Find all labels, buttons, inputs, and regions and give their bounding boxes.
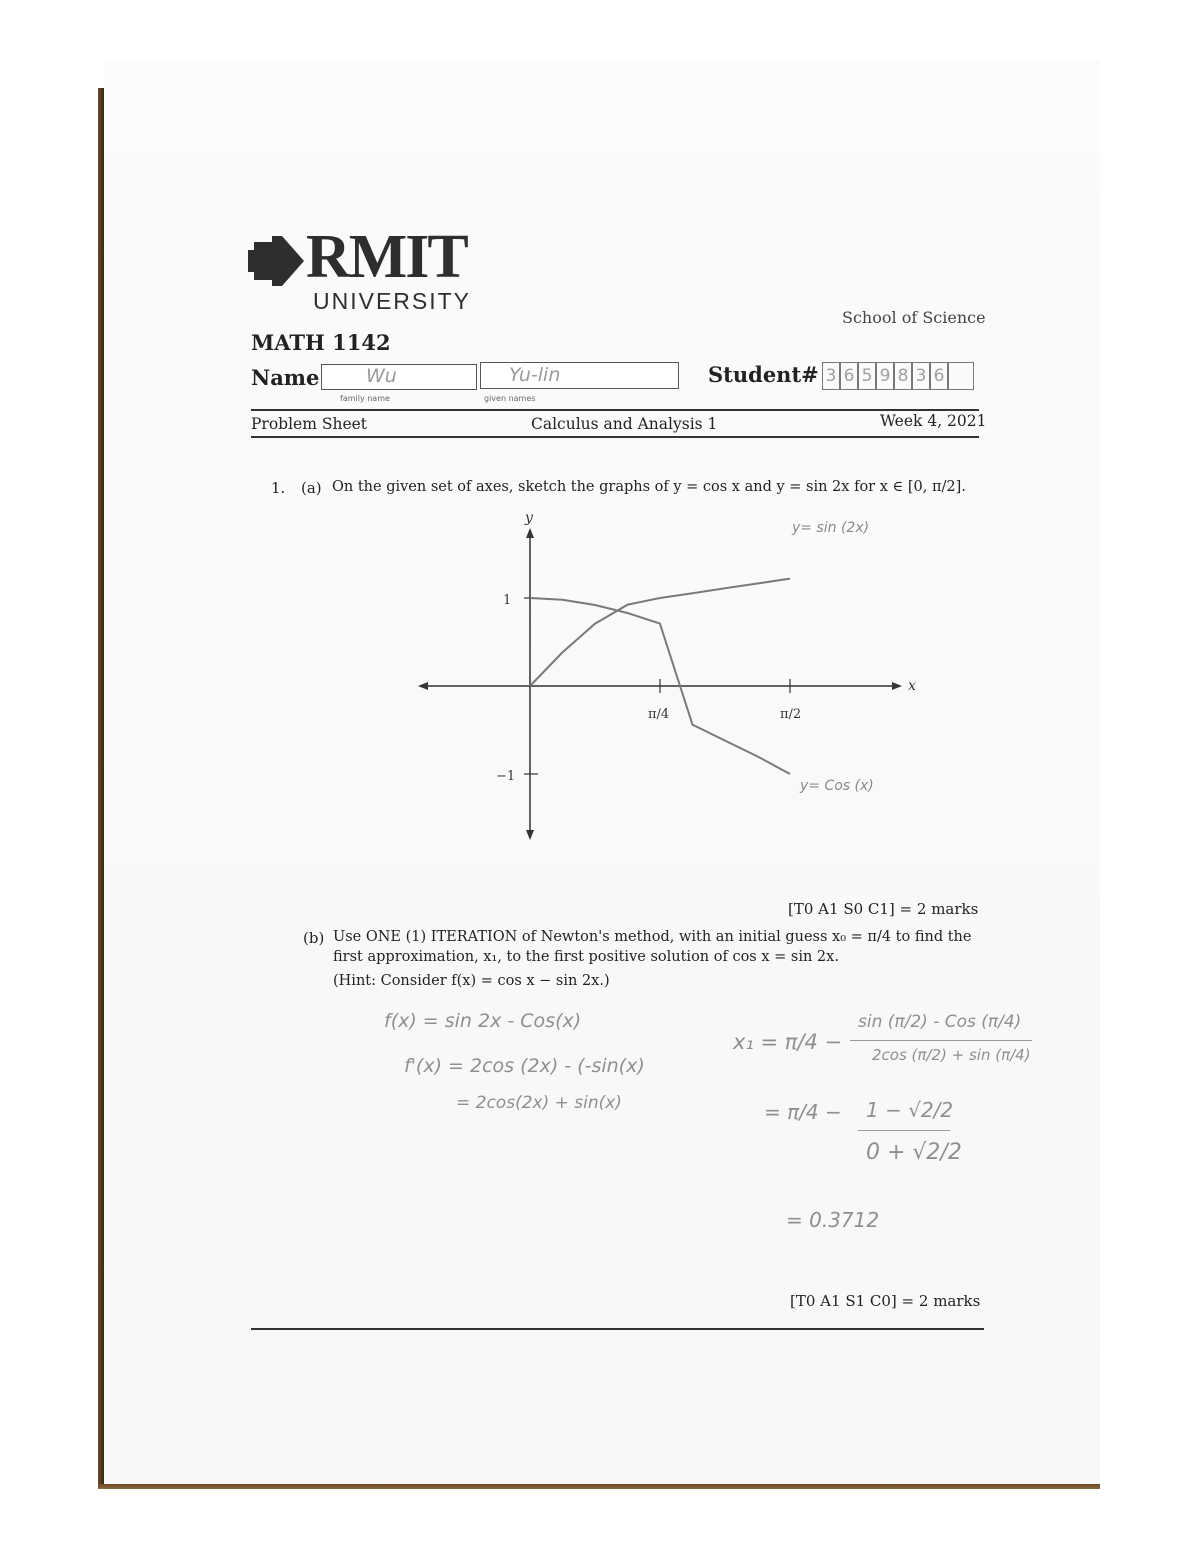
- tick-label-pi4: π/4: [648, 707, 670, 722]
- hw-fraction-bar-1: [850, 1040, 1032, 1041]
- student-digit[interactable]: 6: [840, 362, 858, 390]
- part-a-marks: [T0 A1 S0 C1] = 2 marks: [788, 900, 979, 918]
- name-label: Name: [251, 365, 320, 390]
- hw-step2-denominator: 0 + √2/2: [866, 1140, 962, 1165]
- family-name-field[interactable]: [321, 364, 477, 390]
- hw-result: = 0.3712: [786, 1208, 880, 1232]
- y-axis-arrow-up: [526, 528, 534, 538]
- hw-function: f(x) = sin 2x - Cos(x): [384, 1010, 582, 1032]
- rmit-logo-icon: [248, 236, 308, 286]
- family-name-caption: family name: [340, 394, 390, 403]
- logo-wordmark: RMIT: [306, 223, 467, 291]
- hw-x1-numerator: sin (π/2) - Cos (π/4): [858, 1012, 1022, 1032]
- student-digit[interactable]: 3: [912, 362, 930, 390]
- series-label-cos: y= Cos (x): [800, 778, 874, 794]
- student-digit[interactable]: [948, 362, 974, 390]
- hw-fraction-bar-2: [858, 1130, 950, 1131]
- student-digit[interactable]: 5: [858, 362, 876, 390]
- footer-rule: [251, 1328, 984, 1330]
- x-axis-arrow-right: [892, 682, 902, 690]
- logo-subtitle: UNIVERSITY: [313, 288, 472, 314]
- course-title: Calculus and Analysis 1: [531, 415, 718, 433]
- given-names-caption: given names: [484, 394, 536, 403]
- sheet-type: Problem Sheet: [251, 415, 368, 433]
- part-a-label: (a): [301, 479, 322, 497]
- part-a-text: On the given set of axes, sketch the graphs of y = cos x and y = sin 2x for x ∈ [0, π/2].: [332, 479, 966, 495]
- sketch-graph: [400, 500, 960, 850]
- student-number-label: Student#: [708, 362, 819, 387]
- hw-step2-lhs: = π/4 −: [764, 1100, 842, 1124]
- student-digit[interactable]: 8: [894, 362, 912, 390]
- tick-label-pi2: π/2: [780, 707, 802, 722]
- hw-derivative: f'(x) = 2cos (2x) - (-sin(x): [404, 1055, 645, 1077]
- given-names-value: Yu-lin: [509, 364, 561, 386]
- part-b-hint: (Hint: Consider f(x) = cos x − sin 2x.): [333, 973, 610, 989]
- hw-x1-lhs: x₁ = π/4 −: [733, 1030, 843, 1054]
- given-names-field[interactable]: [480, 362, 679, 389]
- part-b-line2: first approximation, x₁, to the first positive solution of cos x = sin 2x.: [333, 949, 839, 965]
- tick-label-1: 1: [503, 593, 512, 608]
- series-sin2x-line: [530, 579, 790, 686]
- header-rule-top: [251, 409, 979, 411]
- x-axis-arrow-left: [418, 682, 428, 690]
- y-axis-arrow-down: [526, 830, 534, 840]
- school-name: School of Science: [842, 308, 986, 327]
- family-name-value: Wu: [366, 365, 397, 387]
- hw-x1-denominator: 2cos (π/2) + sin (π/4): [872, 1046, 1031, 1064]
- header-rule-bottom: [251, 436, 979, 438]
- student-digit[interactable]: 3: [822, 362, 840, 390]
- student-digit[interactable]: 6: [930, 362, 948, 390]
- part-b-marks: [T0 A1 S1 C0] = 2 marks: [790, 1292, 981, 1310]
- hw-derivative-simplified: = 2cos(2x) + sin(x): [456, 1093, 622, 1113]
- week-label: Week 4, 2021: [880, 412, 987, 430]
- part-b-label: (b): [303, 929, 325, 947]
- paper-edge-bottom: [98, 1484, 1100, 1489]
- course-code: MATH 1142: [251, 330, 391, 355]
- x-axis-label: x: [908, 678, 916, 694]
- question-number: 1.: [271, 479, 286, 497]
- tick-label-neg1: −1: [496, 769, 516, 784]
- series-label-sin: y= sin (2x): [792, 520, 870, 536]
- student-digit[interactable]: 9: [876, 362, 894, 390]
- part-b-line1: Use ONE (1) ITERATION of Newton's method, with an initial guess x₀ = π/4 to find the: [333, 929, 972, 945]
- y-axis-label: y: [525, 510, 533, 526]
- hw-step2-numerator: 1 − √2/2: [866, 1098, 954, 1122]
